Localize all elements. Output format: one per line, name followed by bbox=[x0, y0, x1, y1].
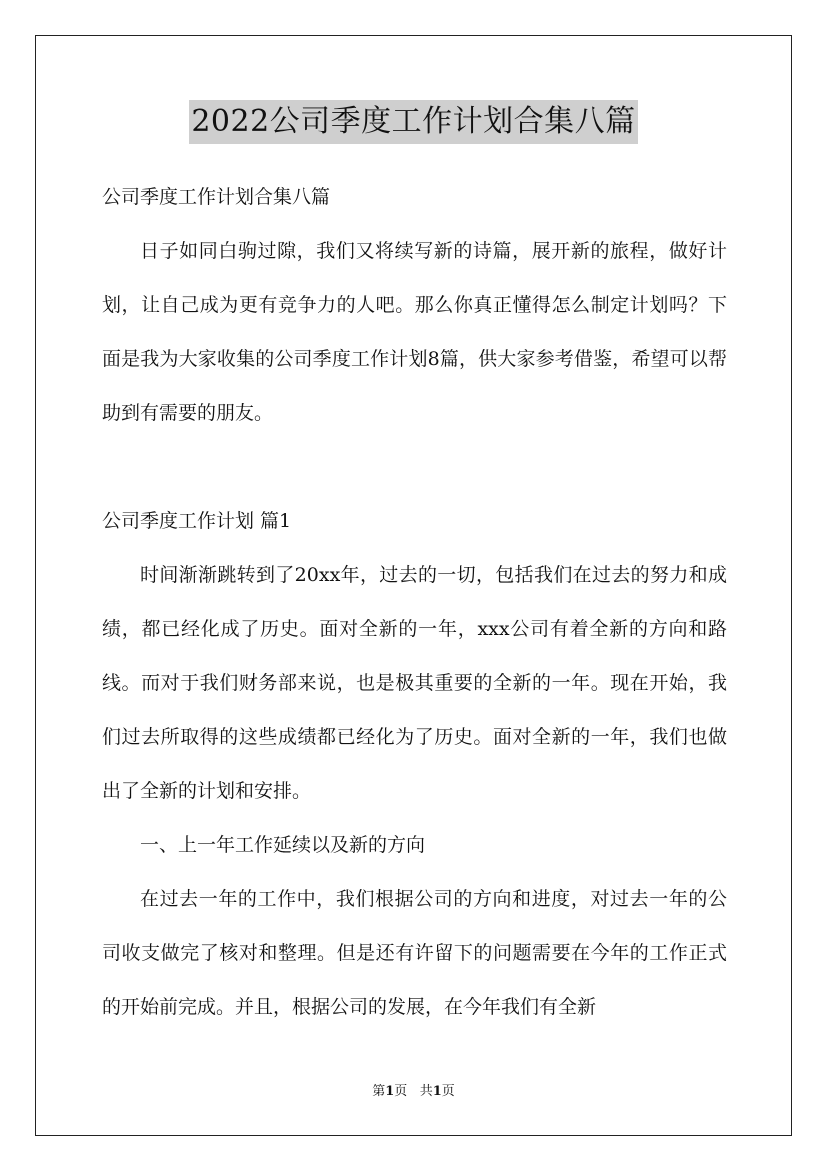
item-heading-1: 一、上一年工作延续以及新的方向 bbox=[140, 834, 426, 856]
page-footer bbox=[0, 1082, 827, 1102]
page-label-mid: 页 共 bbox=[394, 1084, 433, 1099]
paragraph-1: 时间渐渐跳转到了20xx年，过去的一切，包括我们在过去的努力和成绩，都已经化成了历史。面对全新的一年，xxx公司有着全新的方向和路线。而对于我们财务部来说，也是极其重要的全新的一年。现在开始，我们过去所取得的这些成绩都已经化为了历史。面对全新的一年，我们也做出了全新的计划和安排。 bbox=[102, 564, 727, 802]
section-heading: 公司季度工作计划 篇1 bbox=[102, 510, 292, 532]
document-body bbox=[102, 170, 727, 1034]
page-number: 1 bbox=[385, 1084, 395, 1099]
intro-paragraph: 日子如同白驹过隙，我们又将续写新的诗篇，展开新的旅程，做好计划，让自己成为更有竞争力的人吧。那么你真正懂得怎么制定计划吗？下面是我为大家收集的公司季度工作计划8篇，供大家参考借鉴，希望可以帮助到有需要的朋友。 bbox=[102, 240, 727, 424]
page-label-suffix: 页 bbox=[441, 1084, 455, 1099]
title-container bbox=[0, 100, 827, 144]
spacer bbox=[102, 440, 727, 494]
page-label-prefix: 第 bbox=[372, 1084, 386, 1099]
subtitle: 公司季度工作计划合集八篇 bbox=[102, 186, 331, 208]
paragraph-2: 在过去一年的工作中，我们根据公司的方向和进度，对过去一年的公司收支做完了核对和整理。但是还有许留下的问题需要在今年的工作正式的开始前完成。并且，根据公司的发展，在今年我们有全新 bbox=[102, 888, 727, 1018]
document-title: 2022公司季度工作计划合集八篇 bbox=[189, 100, 637, 144]
total-pages: 1 bbox=[432, 1084, 442, 1099]
